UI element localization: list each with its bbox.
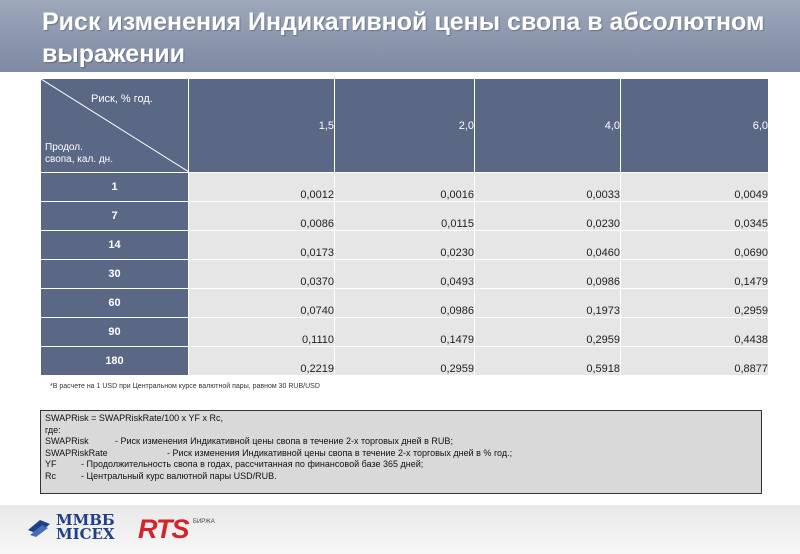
table-cell: 0,0115	[335, 202, 475, 231]
table-cell: 0,0230	[475, 202, 621, 231]
table-cell: 0,0986	[335, 289, 475, 318]
formula-line: SWAPRisk = SWAPRiskRate/100 x YF x Rc,	[45, 413, 223, 423]
definition-key: YF	[45, 459, 57, 469]
row-label: 1	[41, 173, 189, 202]
table-cell: 0,0173	[189, 231, 335, 260]
row-label: 14	[41, 231, 189, 260]
definition-key: SWAPRisk	[45, 436, 89, 446]
table-cell: 0,0016	[335, 173, 475, 202]
row-label: 90	[41, 318, 189, 347]
mmvb-emblem-icon	[26, 516, 52, 538]
definition-text: - Риск изменения Индикативной цены свопа в течение 2-х торговых дней в % год.;	[167, 447, 513, 458]
table-cell: 0,0493	[335, 260, 475, 289]
row-label: 180	[41, 347, 189, 376]
definition-key: SWAPRiskRate	[45, 447, 108, 458]
corner-top-label: Риск, % год.	[91, 93, 153, 105]
row-label: 30	[41, 260, 189, 289]
table-row	[41, 260, 769, 289]
table-cell: 0,2959	[475, 318, 621, 347]
definition-row	[45, 459, 757, 471]
definition-row	[45, 471, 757, 483]
table-cell: 0,0086	[189, 202, 335, 231]
column-header: 1,5	[189, 79, 335, 173]
column-header: 2,0	[335, 79, 475, 173]
formula-box	[40, 410, 762, 494]
table-cell: 0,2219	[189, 347, 335, 376]
table-cell: 0,0230	[335, 231, 475, 260]
table-cell: 0,4438	[621, 318, 769, 347]
table-cell: 0,0012	[189, 173, 335, 202]
table-cell: 0,1479	[621, 260, 769, 289]
table-row	[41, 202, 769, 231]
table-cell: 0,2959	[335, 347, 475, 376]
table-cell: 0,1479	[335, 318, 475, 347]
column-header: 6,0	[621, 79, 769, 173]
table-cell: 0,0370	[189, 260, 335, 289]
table-cell: 0,1973	[475, 289, 621, 318]
definition-key: Rc	[45, 470, 56, 481]
table-row	[41, 347, 769, 376]
table-cell: 0,8877	[621, 347, 769, 376]
table-cell: 0,0033	[475, 173, 621, 202]
corner-bottom-label: Продол. свопа, кал. дн.	[45, 142, 113, 165]
table-row	[41, 318, 769, 347]
table-row	[41, 289, 769, 318]
table-cell: 0,0740	[189, 289, 335, 318]
risk-table	[40, 78, 769, 376]
table-cell: 0,0460	[475, 231, 621, 260]
table-cell: 0,2959	[621, 289, 769, 318]
table-cell: 0,0345	[621, 202, 769, 231]
definition-row	[45, 436, 757, 448]
column-header: 4,0	[475, 79, 621, 173]
corner-cell	[41, 79, 189, 173]
table-cell: 0,0690	[621, 231, 769, 260]
rts-logo-subtitle: БИРЖА	[193, 519, 215, 525]
page-title: Риск изменения Индикативной цены свопа в абсолютном выражении	[42, 8, 765, 68]
table-cell: 0,5918	[475, 347, 621, 376]
table-cell: 0,1110	[189, 318, 335, 347]
table-header-row	[41, 79, 769, 173]
definition-row	[45, 448, 757, 460]
mmvb-logo	[26, 513, 115, 541]
formula-where: где:	[45, 424, 61, 435]
row-label: 60	[41, 289, 189, 318]
table-cell: 0,0049	[621, 173, 769, 202]
rts-logo: RTS	[138, 514, 189, 544]
definition-text: - Центральный курс валютной пары USD/RUB.	[81, 470, 277, 481]
table-row	[41, 231, 769, 260]
slide-header	[0, 0, 800, 72]
table-cell: 0,0986	[475, 260, 621, 289]
table-row	[41, 173, 769, 202]
footer-band	[0, 505, 800, 554]
mmvb-logo-line2: MICEX	[56, 525, 115, 543]
definition-text: - Продолжительность свопа в годах, рассчитанная по финансовой базе 365 дней;	[81, 459, 424, 469]
definition-text: - Риск изменения Индикативной цены свопа в течение 2-х торговых дней в RUB;	[115, 436, 453, 446]
footnote: *В расчете на 1 USD при Центральном курсе валютной пары, равном 30 RUB/USD	[50, 383, 320, 390]
row-label: 7	[41, 202, 189, 231]
mmvb-logo-line1: ММВБ	[56, 511, 115, 529]
